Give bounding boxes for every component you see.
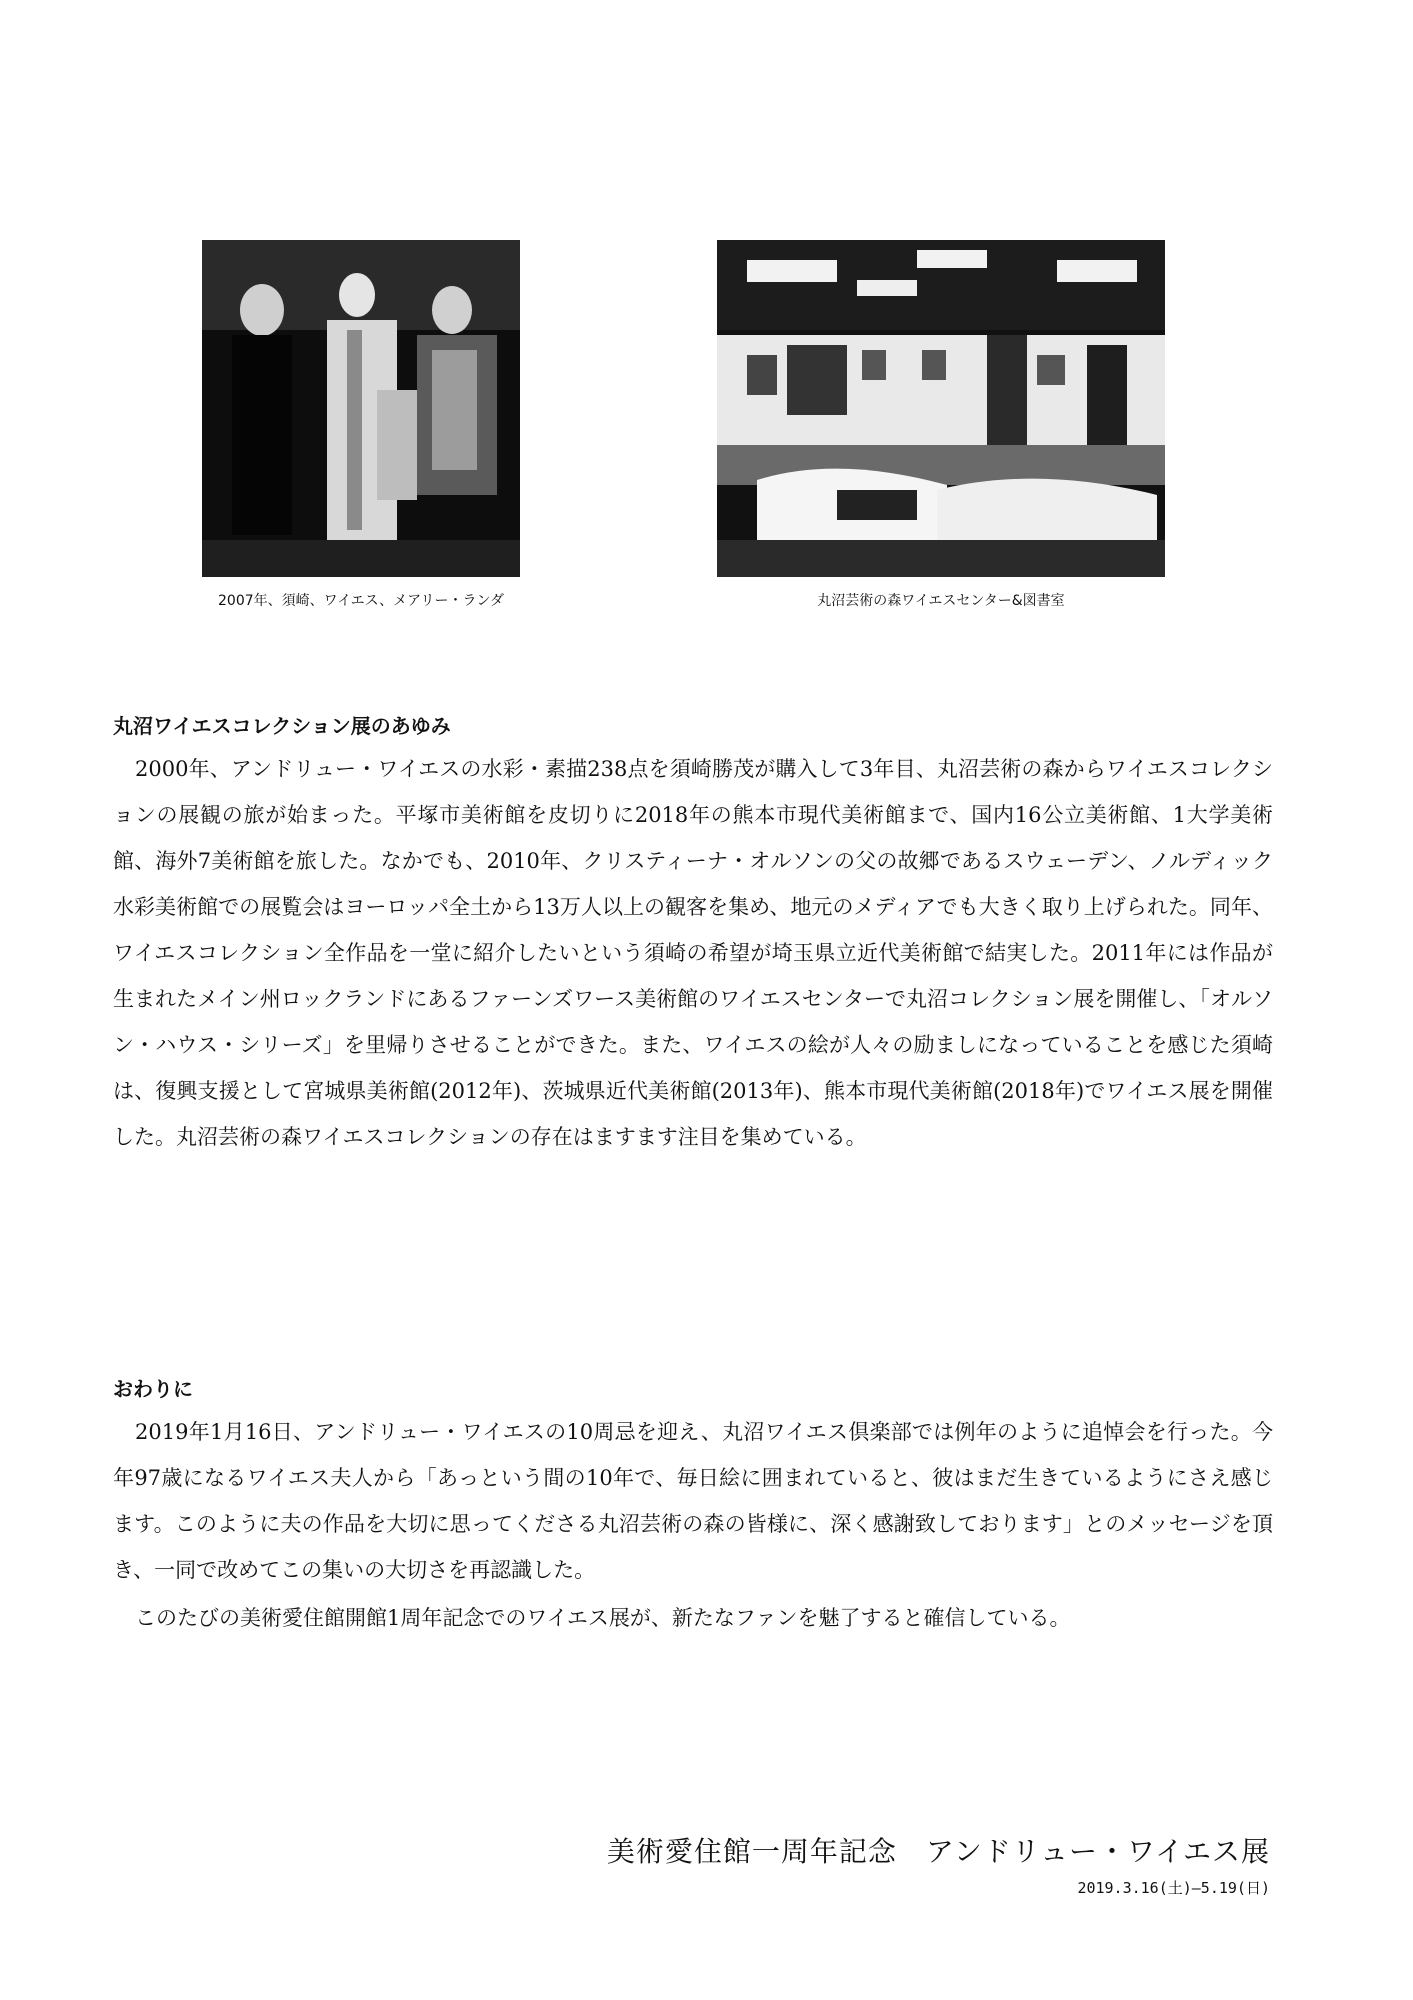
photo-caption: 丸沼芸術の森ワイエスセンター&図書室 bbox=[817, 593, 1065, 609]
photo-wyeth-center-library bbox=[717, 240, 1165, 577]
section-paragraph: 2000年、アンドリュー・ワイエスの水彩・素描238点を須崎勝茂が購入して3年目、丸沼芸術の森からワイエスコレクションの展観の旅が始まった。平塚市美術館を皮切りに2018年の熊本市現代美術館まで、国内16公立美術館、1大学美術館、海外7美術館を旅した。なかでも、2010年、クリスティーナ・オルソンの父の故郷であるスウェーデン、ノルディック水彩美術館での展覧会はヨーロッパ全土から13万人以上の観客を集め、地元のメディアでも大きく取り上げられた。同年、ワイエスコレクション全作品を一堂に紹介したいという須崎の希望が埼玉県立近代美術館で結実した。2011年には作品が生まれたメイン州ロックランドにあるファーンズワース美術館のワイエスセンターで丸沼コレクション展を開催し、「オルソン・ハウス・シリーズ」を里帰りさせることができた。また、ワイエスの絵が人々の励ましになっていることを感じた須崎は、復興支援として宮城県美術館(2012年)、茨城県近代美術館(2013年)、熊本市現代美術館(2018年)でワイエス展を開催した。丸沼芸術の森ワイエスコレクションの存在はますます注目を集めている。 bbox=[113, 757, 1273, 1149]
section-heading: 丸沼ワイエスコレクション展のあゆみ bbox=[113, 714, 451, 738]
exhibition-title: 美術愛住館一周年記念 アンドリュー・ワイエス展 bbox=[606, 1835, 1270, 1868]
exhibition-dates: 2019.3.16(土)—5.19(日) bbox=[1077, 1879, 1270, 1897]
section-paragraph: 2019年1月16日、アンドリュー・ワイエスの10周忌を迎え、丸沼ワイエス倶楽部では例年のように追悼会を行った。今年97歳になるワイエス夫人から「あっという間の10年で、毎日絵に囲まれていると、彼はまだ生きているようにさえ感じます。このように夫の作品を大切に思ってくださる丸沼芸術の森の皆様に、深く感謝致しております」とのメッセージを頂き、一同で改めてこの集いの大切さを再認識した。 bbox=[113, 1420, 1273, 1582]
section-paragraph: このたびの美術愛住館開館1周年記念でのワイエス展が、新たなファンを魅了すると確信している。 bbox=[135, 1606, 1071, 1630]
photo-caption: 2007年、須崎、ワイエス、メアリー・ランダ bbox=[218, 593, 504, 609]
photo-wyeth-group bbox=[202, 240, 520, 577]
section-heading: おわりに bbox=[113, 1377, 193, 1401]
